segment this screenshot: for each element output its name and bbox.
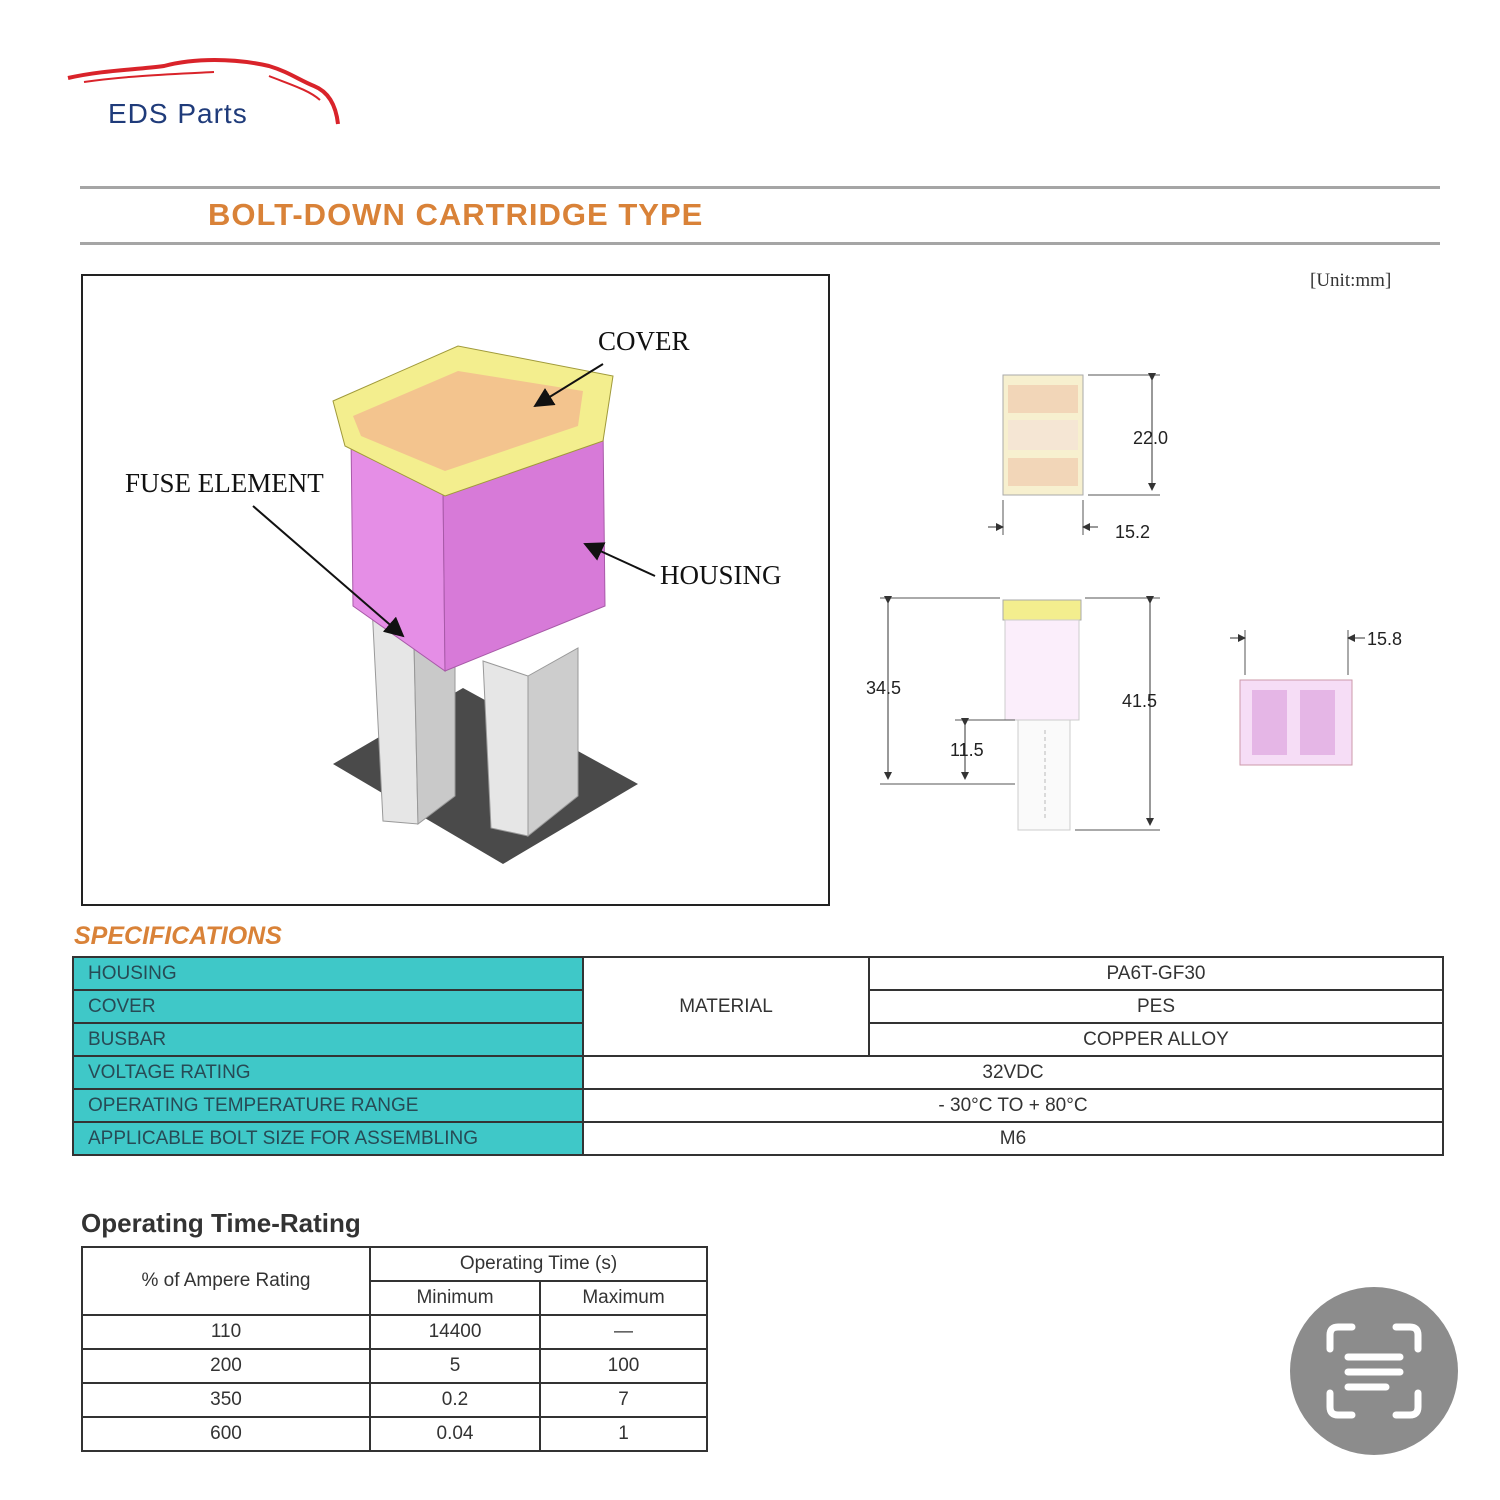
cell-percent: 350 — [82, 1383, 370, 1417]
cell-percent: 110 — [82, 1315, 370, 1349]
cell-max: 1 — [540, 1417, 707, 1451]
spec-label: HOUSING — [73, 957, 583, 990]
fuse-illustration — [81, 274, 830, 906]
table-row — [82, 1349, 707, 1383]
page-title: BOLT-DOWN CARTRIDGE TYPE — [208, 197, 704, 232]
table-row — [82, 1315, 707, 1349]
spec-value: - 30°C TO + 80°C — [583, 1089, 1443, 1122]
table-row — [73, 957, 1443, 990]
spec-label: VOLTAGE RATING — [73, 1056, 583, 1089]
spec-value: 32VDC — [583, 1056, 1443, 1089]
side-view-drawing — [1230, 630, 1365, 765]
cell-min: 14400 — [370, 1315, 540, 1349]
header-operating-time: Operating Time (s) — [370, 1247, 707, 1281]
callout-housing: HOUSING — [660, 560, 782, 590]
table-row — [82, 1383, 707, 1417]
specifications-table — [72, 956, 1444, 1156]
unit-note: [Unit:mm] — [1310, 270, 1392, 291]
spec-label: COVER — [73, 990, 583, 1023]
title-rule-bottom — [80, 242, 1440, 245]
cell-min: 0.2 — [370, 1383, 540, 1417]
dim-front-inner: 11.5 — [950, 740, 984, 760]
spec-value: PA6T-GF30 — [869, 957, 1443, 990]
callout-fuse-element: FUSE ELEMENT — [125, 468, 324, 498]
table-row — [73, 1056, 1443, 1089]
specifications-title: SPECIFICATIONS — [74, 922, 282, 950]
top-view-drawing — [988, 375, 1160, 535]
spec-label: BUSBAR — [73, 1023, 583, 1056]
cell-min: 0.04 — [370, 1417, 540, 1451]
dimension-drawings — [860, 350, 1450, 850]
header-minimum: Minimum — [370, 1281, 540, 1315]
cell-max: 100 — [540, 1349, 707, 1383]
spec-value: M6 — [583, 1122, 1443, 1155]
spec-value: COPPER ALLOY — [869, 1023, 1443, 1056]
table-header-row — [82, 1247, 707, 1281]
spec-label: APPLICABLE BOLT SIZE FOR ASSEMBLING — [73, 1122, 583, 1155]
header-maximum: Maximum — [540, 1281, 707, 1315]
front-view-drawing — [880, 598, 1160, 830]
cell-percent: 600 — [82, 1417, 370, 1451]
cell-min: 5 — [370, 1349, 540, 1383]
dim-front-total: 41.5 — [1122, 691, 1158, 711]
cell-max: — — [540, 1315, 707, 1349]
spec-label: OPERATING TEMPERATURE RANGE — [73, 1089, 583, 1122]
table-row — [82, 1417, 707, 1451]
scan-text-button[interactable] — [1290, 1287, 1458, 1455]
scan-text-icon — [1290, 1287, 1458, 1455]
material-label: MATERIAL — [583, 957, 869, 1056]
operating-title: Operating Time-Rating — [81, 1208, 361, 1238]
table-row — [73, 1122, 1443, 1155]
callout-cover: COVER — [598, 326, 690, 356]
dim-front-left: 34.5 — [866, 678, 902, 698]
dim-top-height: 22.0 — [1133, 428, 1169, 448]
dim-top-width: 15.2 — [1115, 522, 1151, 542]
header-percent: % of Ampere Rating — [82, 1247, 370, 1315]
dim-side-width: 15.8 — [1367, 629, 1403, 649]
operating-table — [81, 1246, 708, 1452]
spec-value: PES — [869, 990, 1443, 1023]
title-rule-top — [80, 186, 1440, 189]
cell-percent: 200 — [82, 1349, 370, 1383]
brand-name: EDS Parts — [108, 98, 248, 129]
table-row — [73, 1089, 1443, 1122]
cell-max: 7 — [540, 1383, 707, 1417]
